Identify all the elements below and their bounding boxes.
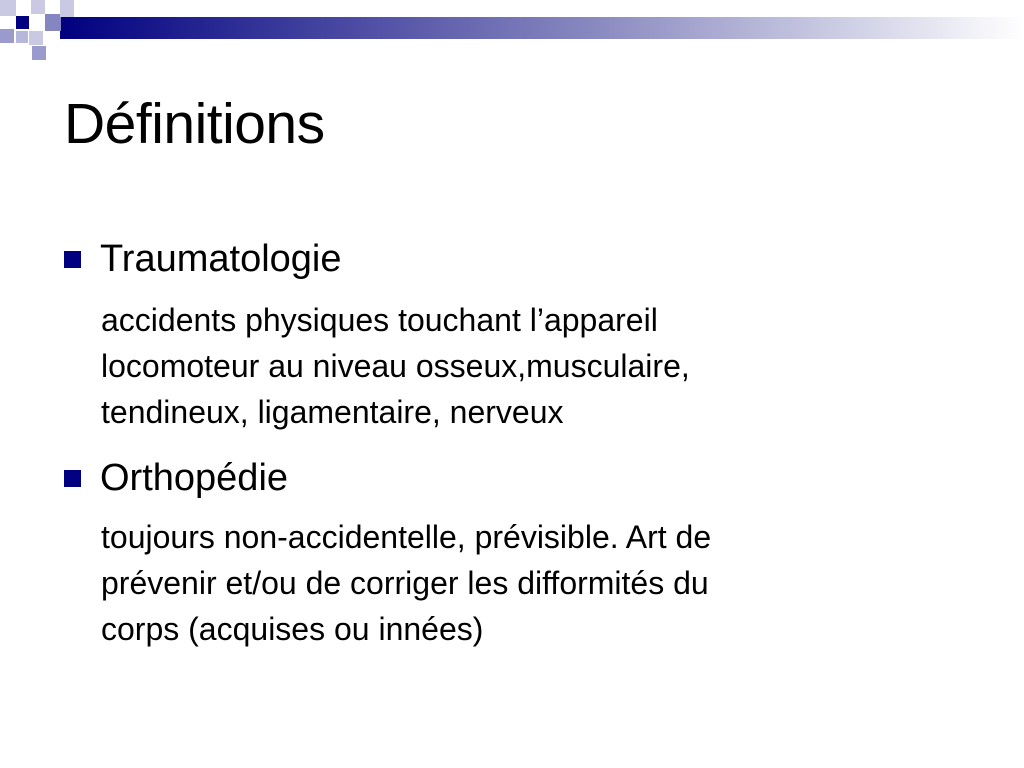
square-bullet-icon <box>64 470 81 487</box>
definition-traumatologie <box>101 297 901 435</box>
bullet-item-traumatologie <box>64 240 342 278</box>
definition-line: prévenir et/ou de corriger les difformités du <box>101 565 709 601</box>
definition-line: toujours non-accidentelle, prévisible. Art de <box>101 519 712 555</box>
square-bullet-icon <box>64 251 81 268</box>
bullet-term: Traumatologie <box>100 238 342 280</box>
slide-title: Définitions <box>64 92 325 156</box>
definition-line: locomoteur au niveau osseux,musculaire, <box>101 348 690 384</box>
bullet-term: Orthopédie <box>100 457 289 499</box>
definition-orthopedie <box>101 514 901 652</box>
definition-line: accidents physiques touchant l’appareil <box>101 302 658 338</box>
definition-line: tendineux, ligamentaire, nerveux <box>101 394 564 430</box>
bullet-item-orthopedie <box>64 459 288 497</box>
definition-line: corps (acquises ou innées) <box>101 611 484 647</box>
